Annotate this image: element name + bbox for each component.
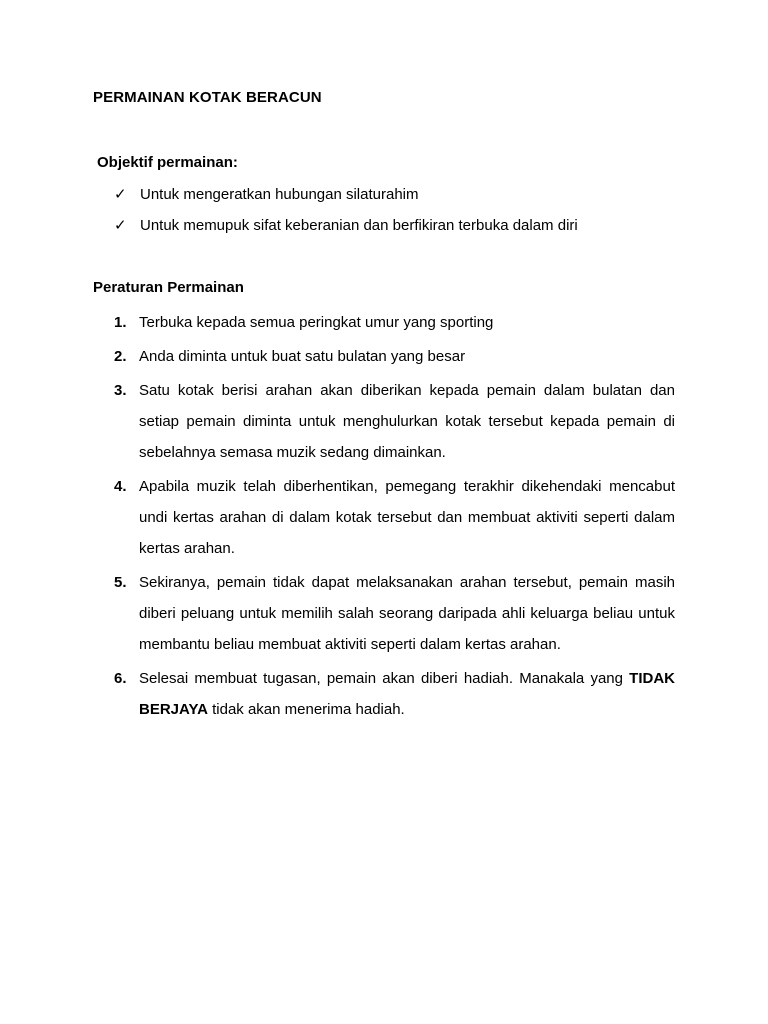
objective-item (114, 214, 578, 245)
rule-number: 5. (114, 574, 127, 591)
rule-text-before: Selesai membuat tugasan, pemain akan diberi hadiah. Manakala yang (139, 670, 630, 687)
objective-text: Untuk mengeratkan hubungan silaturahim (140, 186, 419, 203)
checkmark-icon: ✓ (114, 186, 127, 203)
rule-number: 3. (114, 382, 127, 399)
rules-heading: Peraturan Permainan (93, 279, 244, 296)
rule-item (114, 375, 675, 468)
objective-item (114, 183, 578, 214)
checkmark-icon: ✓ (114, 217, 127, 234)
rule-text (139, 663, 675, 725)
rule-number: 4. (114, 478, 127, 495)
rule-number: 2. (114, 348, 127, 365)
rule-number: 1. (114, 314, 127, 331)
rule-item (114, 341, 675, 372)
objective-text: Untuk memupuk sifat keberanian dan berfikiran terbuka dalam diri (140, 217, 578, 234)
rule-item (114, 471, 675, 564)
objectives-heading: Objektif permainan: (97, 154, 238, 171)
rule-text: Apabila muzik telah diberhentikan, pemegang terakhir dikehendaki mencabut undi kertas arahan di dalam kotak tersebut dan membuat aktiviti seperti dalam kertas arahan. (139, 478, 675, 557)
rule-text-bold: TIDAK BERJAYA (139, 670, 675, 718)
objectives-list (114, 183, 578, 245)
rule-item (114, 663, 675, 725)
rule-text: Sekiranya, pemain tidak dapat melaksanakan arahan tersebut, pemain masih diberi peluang untuk memilih salah seorang daripada ahli keluarga beliau untuk membantu beliau membuat aktiviti seperti dalam kertas arahan. (139, 574, 675, 653)
rule-text: Satu kotak berisi arahan akan diberikan kepada pemain dalam bulatan dan setiap pemain diminta untuk menghulurkan kotak tersebut kepada pemain di sebelahnya semasa muzik sedang dimainkan. (139, 382, 675, 461)
rules-list (114, 307, 675, 728)
rule-text: Terbuka kepada semua peringkat umur yang sporting (139, 314, 494, 331)
rule-item (114, 307, 675, 338)
rule-number: 6. (114, 670, 127, 687)
rule-text: Anda diminta untuk buat satu bulatan yang besar (139, 348, 466, 365)
document-title: PERMAINAN KOTAK BERACUN (93, 89, 322, 106)
rule-item (114, 567, 675, 660)
rule-text-after: tidak akan menerima hadiah. (207, 701, 405, 718)
